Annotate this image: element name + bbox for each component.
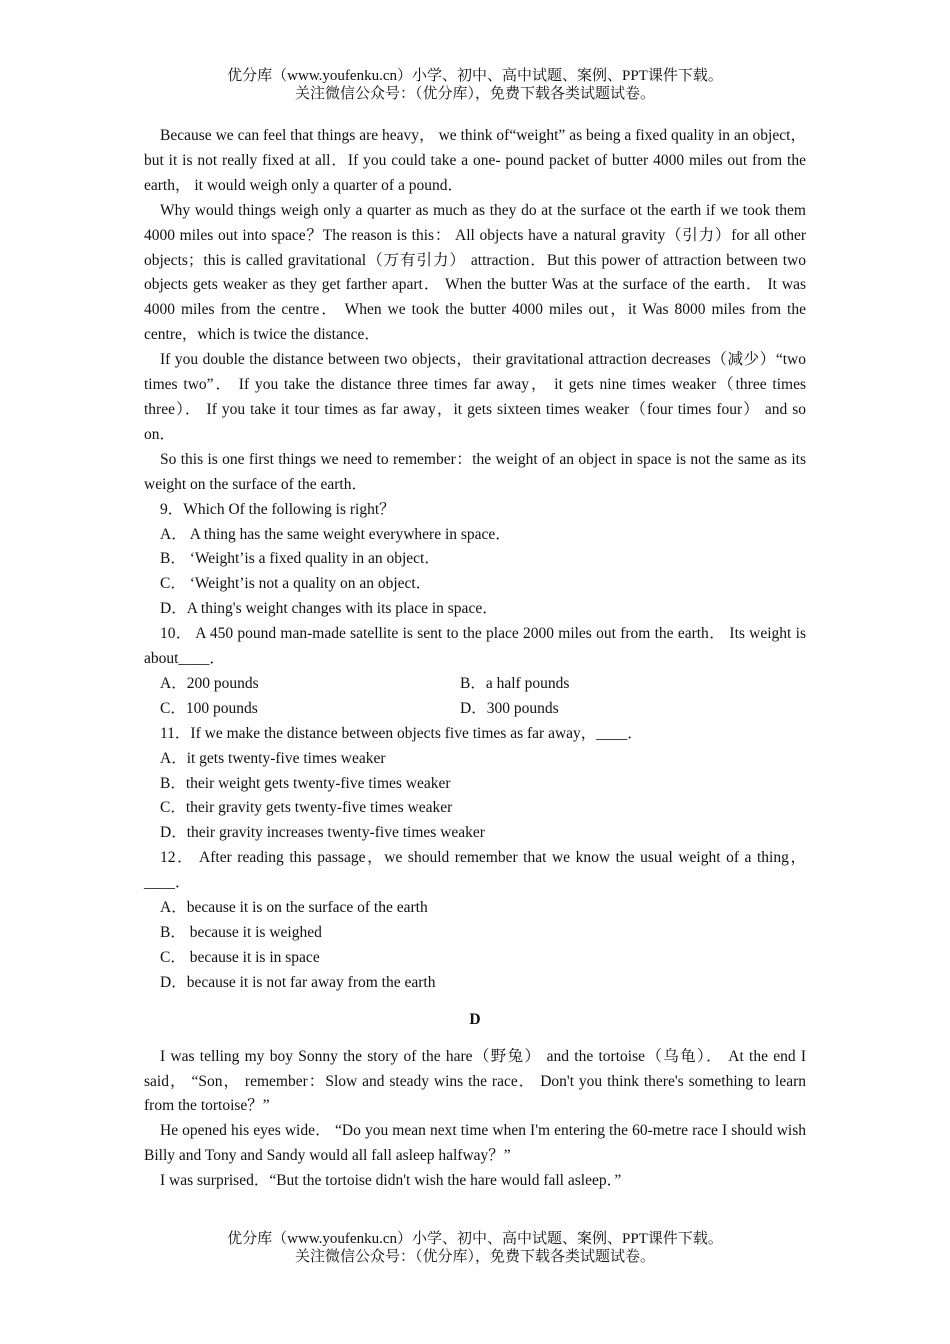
question-11-stem: 11．If we make the distance between objects five times as far away，____． <box>160 724 643 742</box>
document-body <box>144 124 806 1194</box>
question-10-option-b: B．a half pounds <box>460 674 570 692</box>
question-10-options-row-1 <box>144 672 806 697</box>
question-11-option-a: A．it gets twenty-five times weaker <box>160 749 386 767</box>
header-line-2: 关注微信公众号：（优分库），免费下载各类试题试卷。 <box>294 86 655 102</box>
question-11-option-b: B．their weight gets twenty-five times weaker <box>160 774 451 792</box>
footer-line-1: 优分库（www.youfenku.cn）小学、初中、高中试题、案例、PPT课件下载。 <box>227 1231 723 1247</box>
question-9-option-b: B． ‘Weight’is a fixed quality in an object． <box>160 550 440 568</box>
question-12-option-d: D．because it is not far away from the earth <box>160 973 436 991</box>
question-12-option-c: C． because it is in space <box>160 948 320 966</box>
question-12-option-b: B． because it is weighed <box>160 924 322 941</box>
paragraph: He opened his eyes wide． “Do you mean next time when I'm entering the 60-metre race I should wish Billy and Tony and Sandy would all fall asleep halfway？” <box>144 1122 806 1165</box>
paragraph: If you double the distance between two objects，their gravitational attraction decreases（减少）“two times two”． If you take the distance three times far away， it gets nine times weaker（three times three）． If you take it tour times as far away，it gets sixteen times weaker（four times four） and so on． <box>144 351 806 443</box>
question-12-option-a: A．because it is on the surface of the earth <box>160 899 428 917</box>
question-12-stem: 12． After reading this passage，we should remember that we know the usual weight of a thing，____． <box>144 849 806 892</box>
paragraph: I was telling my boy Sonny the story of the hare（野兔） and the tortoise（乌龟）． At the end I said， “Son， remember：Slow and steady wins the race． Don't you think there's something to learn from the tortoise？” <box>144 1047 806 1115</box>
question-9-stem: 9．Which Of the following is right？ <box>160 500 395 518</box>
question-10-option-c: C．100 pounds <box>160 699 258 717</box>
paragraph: I was surprised．“But the tortoise didn't wish the hare would fall asleep．” <box>160 1172 622 1190</box>
question-10-stem: 10． A 450 pound man-made satellite is sent to the place 2000 miles out from the earth． Its weight is about____． <box>144 625 806 668</box>
paragraph: Why would things weigh only a quarter as much as they do at the surface ot the earth if we took them 4000 miles out into space？The reason is this： All objects have a natural gravity（引力）for all other objects；this is called gravitational（万有引力） attraction．But this power of attraction between two objects gets weaker as they get farther apart． When the butter Was at the surface of the earth． It was 4000 miles from the centre． When we took the butter 4000 miles out，it Was 8000 miles from the centre，which is twice the distance． <box>144 201 806 344</box>
question-9-option-a: A． A thing has the same weight everywhere in space． <box>160 525 511 543</box>
question-10-option-a: A．200 pounds <box>160 674 259 692</box>
question-11-option-c: C．their gravity gets twenty-five times weaker <box>160 799 453 817</box>
page-footer <box>0 1230 950 1266</box>
paragraph: So this is one first things we need to remember：the weight of an object in space is not the same as its weight on the surface of the earth． <box>144 450 806 493</box>
question-10-options-row-2 <box>144 697 806 722</box>
section-title-d: D <box>469 1010 481 1028</box>
paragraph: Because we can feel that things are heavy， we think of“weight” as being a fixed quality in an object， but it is not really fixed at all．If you could take a one- pound packet of butter 4000 miles out from the earth， it would weigh only a quarter of a pound． <box>144 127 806 194</box>
question-9-option-c: C． ‘Weight’is not a quality on an object． <box>160 575 432 593</box>
question-10-option-d: D．300 pounds <box>460 699 559 717</box>
header-line-1: 优分库（www.youfenku.cn）小学、初中、高中试题、案例、PPT课件下载。 <box>227 68 723 84</box>
question-11-option-d: D．their gravity increases twenty-five times weaker <box>160 824 485 842</box>
page-header <box>0 67 950 103</box>
footer-line-2: 关注微信公众号：（优分库），免费下载各类试题试卷。 <box>294 1249 655 1265</box>
question-9-option-d: D．A thing's weight changes with its place in space． <box>160 600 498 618</box>
